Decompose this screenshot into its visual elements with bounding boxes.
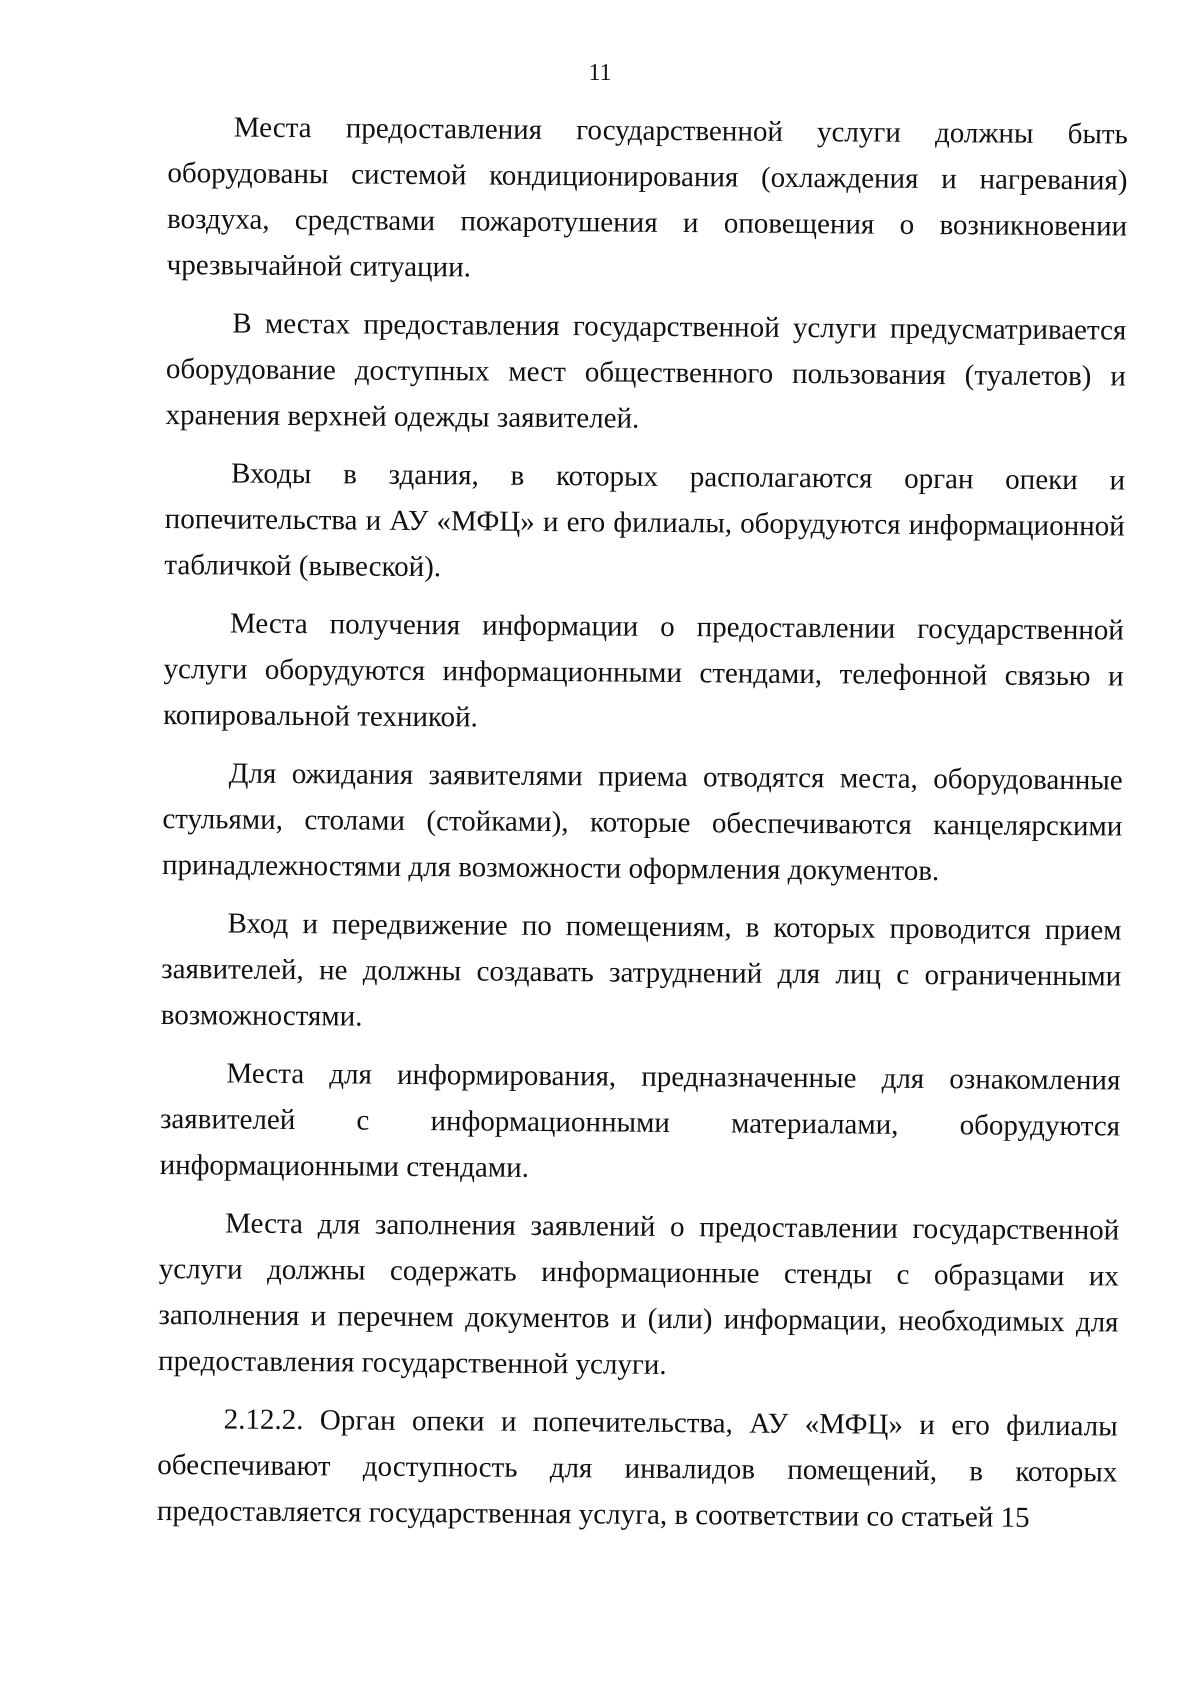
paragraph-application-filling: Места для заполнения заявлений о предоставлении государственной услуги должны содержать информационные стенды с образцами их заполнения и перечнем документов и (или) информации, необходимых для предоставления государственной услуги.: [158, 1207, 1120, 1381]
paragraph-accessibility-movement: Вход и передвижение по помещениям, в которых проводится прием заявителей, не должны создавать затруднений для лиц с ограниченными возможностями.: [160, 907, 1122, 1033]
document-body: [157, 104, 1128, 1553]
paragraph-information-stands: Места получения информации о предоставлении государственной услуги оборудуются информационными стендами, телефонной связью и копировальной техникой.: [163, 607, 1125, 734]
paragraph-waiting-area: Для ожидания заявителями приема отводятся места, оборудованные стульями, столами (стойками), которые обеспечиваются канцелярскими принадлежностями для возможности оформления документов.: [161, 757, 1123, 888]
paragraph-entrance-signage: Входы в здания, в которых располагаются орган опеки и попечительства и АУ «МФЦ» и его филиалы, оборудуются информационной табличкой (вывеской).: [164, 457, 1126, 584]
page-number: 11: [588, 60, 612, 86]
paragraph-informing-places: Места для информирования, предназначенные для ознакомления заявителей с информационными материалами, оборудуются информационными стендами.: [159, 1057, 1121, 1184]
paragraph-ventilation-fire-safety: Места предоставления государственной услуги должны быть оборудованы системой кондиционирования (охлаждения и нагревания) воздуха, средствами пожаротушения и оповещения о возникновении чрезвычайной ситуации.: [166, 111, 1128, 284]
paragraph-disability-accessibility: 2.12.2. Орган опеки и попечительства, АУ «МФЦ» и его филиалы обеспечивают доступность для инвалидов помещений, в которых предоставляется государственная услуга, в соответствии со статьей 15: [156, 1403, 1118, 1534]
paragraph-public-facilities: В местах предоставления государственной услуги предусматривается оборудование доступных мест общественного пользования (туалетов) и хранения верхней одежды заявителей.: [165, 307, 1127, 435]
